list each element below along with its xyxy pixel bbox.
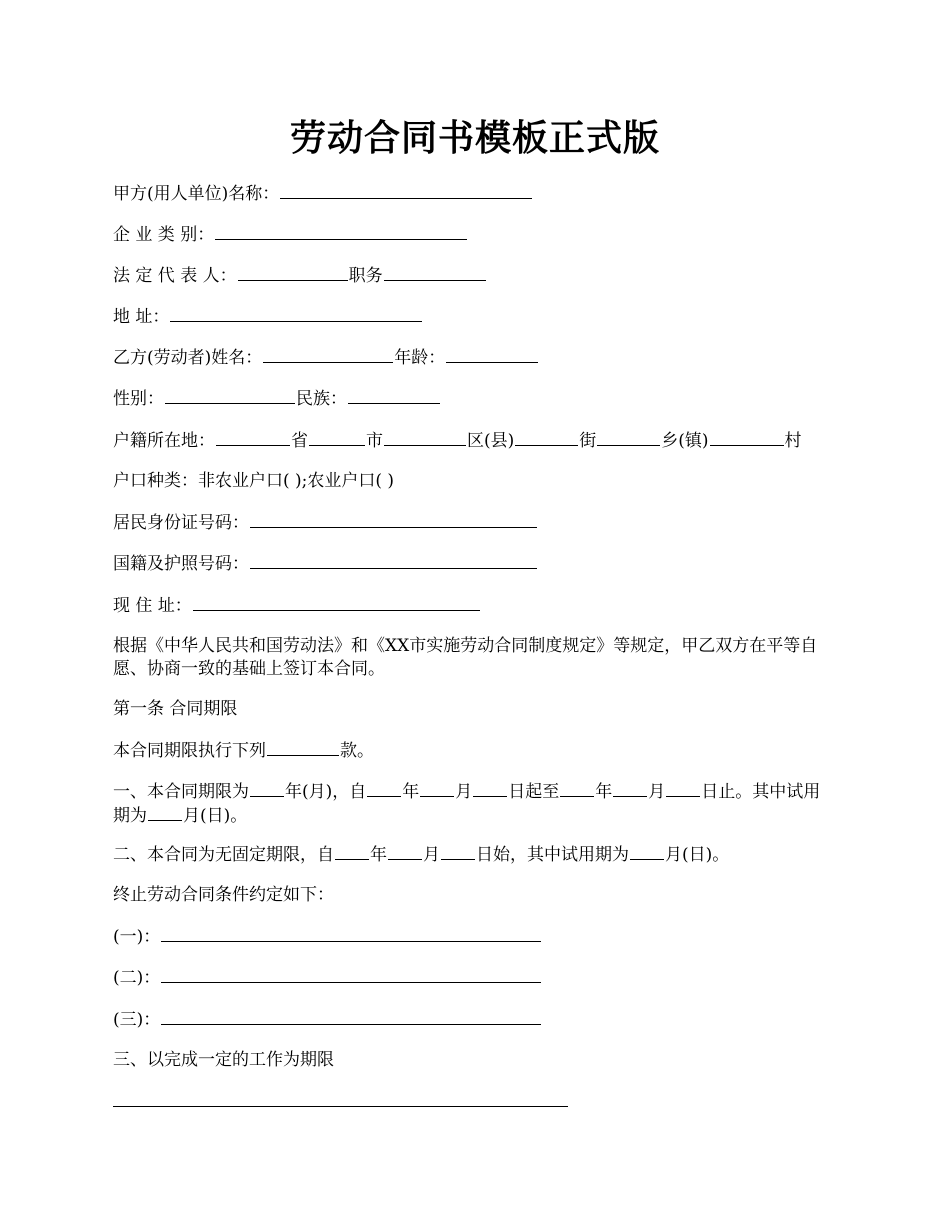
start-day-label: 日起至 [508,782,560,802]
open-start-year-blank[interactable] [335,843,369,860]
address-label: 地 址： [113,307,170,327]
village-blank[interactable] [710,429,784,446]
gender-label: 性别： [113,389,164,409]
start-year-blank[interactable] [367,780,401,797]
end-day-blank[interactable] [666,780,700,797]
end-year-blank[interactable] [560,780,594,797]
party-a-name-label: 甲方(用人单位)名称： [113,184,280,204]
current-address-label: 现 住 址： [113,596,192,616]
condition-1-label: (一)： [113,927,161,947]
article-1-heading: 第一条 合同期限 [113,699,238,719]
open-term-line [113,843,729,867]
condition-3-blank[interactable] [161,1008,541,1025]
age-label: 年龄： [394,348,446,368]
term-select-blank[interactable] [267,739,339,756]
street-blank[interactable] [515,429,578,446]
passport-label: 国籍及护照号码： [113,554,249,574]
gender-line [113,387,441,411]
task-term-blank[interactable] [113,1090,568,1107]
open-start-day-blank[interactable] [441,843,475,860]
gender-blank[interactable] [165,387,295,404]
current-address-blank[interactable] [193,594,480,611]
province-label: 省 [291,431,308,451]
condition-1-line [113,925,542,949]
legal-rep-label: 法 定 代 表 人： [113,266,237,286]
start-year-label: 年 [402,782,420,802]
condition-2-label: (二)： [113,968,161,988]
id-number-line [113,511,538,535]
passport-blank[interactable] [250,552,537,569]
term-length-blank[interactable] [250,780,284,797]
company-type-blank[interactable] [215,223,467,240]
term-select-line [113,739,374,763]
condition-1-blank[interactable] [161,925,541,942]
party-b-name-blank[interactable] [263,346,393,363]
end-year-label: 年 [595,782,613,802]
id-number-blank[interactable] [250,511,537,528]
party-b-name-label: 乙方(劳动者)姓名： [113,348,263,368]
fixed-term-paragraph [113,780,833,828]
province-blank[interactable] [216,429,290,446]
company-type-label: 企 业 类 别： [113,225,215,245]
city-blank[interactable] [309,429,365,446]
street-label: 街 [579,431,597,451]
open-start-month-blank[interactable] [388,843,422,860]
district-label: 区(县) [467,431,515,451]
start-day-blank[interactable] [473,780,507,797]
open-start-day-label: 日始，其中试用期为 [476,845,629,865]
task-term-line: 三、以完成一定的工作为期限 [113,1050,334,1070]
party-a-name-line [113,182,533,206]
trial-unit-label: 月(日)。 [183,806,248,826]
termination-intro: 终止劳动合同条件约定如下： [113,885,334,905]
ethnicity-label: 民族： [296,389,347,409]
household-type-line: 户口种类：非农业户口( );农业户口( ) [113,471,395,491]
term-unit-label: 年(月)，自 [285,782,367,802]
open-trial-blank[interactable] [630,843,664,860]
address-line [113,305,423,329]
document-title: 劳动合同书模板正式版 [289,117,660,159]
start-month-blank[interactable] [420,780,454,797]
ethnicity-blank[interactable] [348,387,440,404]
district-blank[interactable] [384,429,466,446]
legal-rep-line [113,264,487,288]
town-blank[interactable] [597,429,660,446]
address-blank[interactable] [170,305,422,322]
city-label: 市 [366,431,383,451]
end-day-trial-label: 日止。其中试用期为 [113,782,821,826]
town-label: 乡(镇) [661,431,709,451]
end-month-blank[interactable] [613,780,647,797]
age-blank[interactable] [446,346,538,363]
start-month-label: 月 [455,782,473,802]
open-trial-unit-label: 月(日)。 [665,845,730,865]
open-start-year-label: 年 [370,845,387,865]
fixed-term-prefix: 一、本合同期限为 [113,782,249,802]
condition-3-label: (三)： [113,1010,161,1030]
term-select-suffix: 款。 [340,741,374,761]
term-select-prefix: 本合同期限执行下列 [113,741,266,761]
end-month-label: 月 [648,782,666,802]
id-number-label: 居民身份证号码： [113,513,249,533]
current-address-line [113,594,481,618]
task-term-blank-line [113,1090,569,1114]
passport-line [113,552,538,576]
condition-2-line [113,966,542,990]
condition-3-line [113,1008,542,1032]
company-type-line [113,223,468,247]
open-start-month-label: 月 [423,845,440,865]
open-term-prefix: 二、本合同为无固定期限，自 [113,845,334,865]
position-label: 职务 [348,266,383,286]
party-b-name-line [113,346,539,370]
legal-basis-paragraph: 根据《中华人民共和国劳动法》和《XX市实施劳动合同制度规定》等规定，甲乙双方在平等自愿、协商一致的基础上签订本合同。 [113,636,818,679]
position-blank[interactable] [384,264,486,281]
household-place-line [113,429,802,453]
party-a-name-blank[interactable] [280,182,532,199]
condition-2-blank[interactable] [161,966,541,983]
village-label: 村 [784,431,802,451]
trial-period-blank[interactable] [148,804,182,821]
household-place-label: 户籍所在地： [113,431,215,451]
legal-rep-blank[interactable] [238,264,348,281]
